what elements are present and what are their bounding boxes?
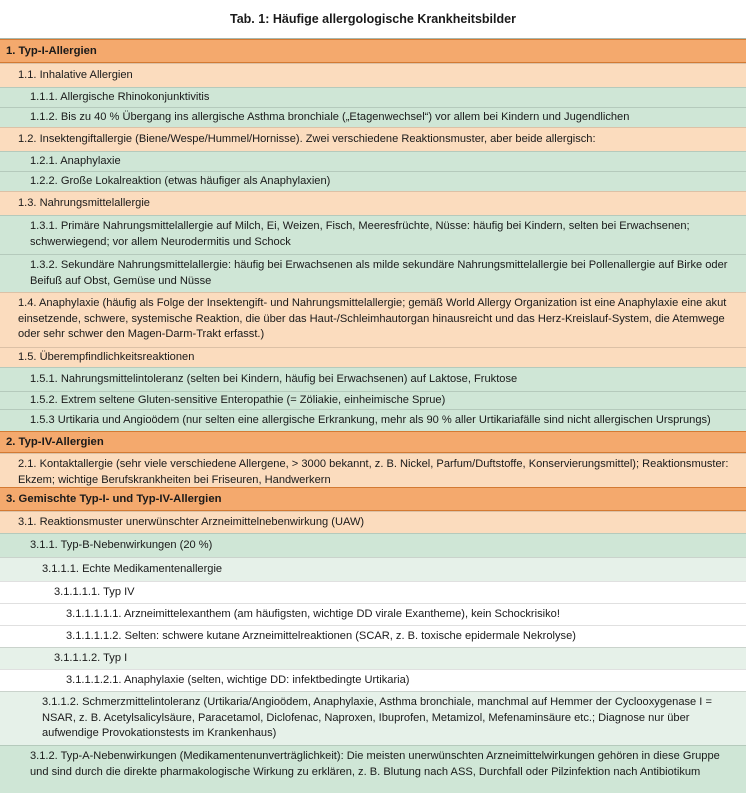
table-row: 1.2. Insektengiftallergie (Biene/Wespe/Hummel/Hornisse). Zwei verschiedene Reaktionsmuster, aber beide allergisch:: [0, 127, 746, 151]
table-row: 3.1. Reaktionsmuster unerwünschter Arzneimittelnebenwirkung (UAW): [0, 511, 746, 533]
table-row: 3.1.1.2. Schmerzmittelintoleranz (Urtikaria/Angioödem, Anaphylaxie, Asthma bronchiale, manchmal auf Hemmer der Cyclooxygenase I = NSAR, z. B. Acetylsalicylsäure, Paracetamol, Diclofenac, Naproxen, Ibuprofen, Metamizol, Mefenaminsäure etc.; Diagnose nur über aufwendige Provokationstests im Krankenhaus): [0, 691, 746, 745]
table-row: 3.1.2. Typ-A-Nebenwirkungen (Medikamentenunverträglichkeit): Die meisten unerwünschten Arzneimittelwirkungen gehören in diese Gruppe und sind durch die direkte pharmakologische Wirkung zu erklären, z. B. Blutung nach ASS, Durchfall oder Pilzinfektion nach Antibiotikum: [0, 745, 746, 793]
category-row: 3. Gemischte Typ-I- und Typ-IV-Allergien: [0, 487, 746, 511]
table-title: Tab. 1: Häufige allergologische Krankheitsbilder: [0, 0, 746, 39]
table-row: 1.3. Nahrungsmittelallergie: [0, 191, 746, 215]
table-row: 1.4. Anaphylaxie (häufig als Folge der Insektengift- und Nahrungsmittelallergie; gemäß World Allergy Organization ist eine Anaphylaxie eine akut einsetzende, schwere, systemische Reaktion, die über das Haut-/Schleimhautorgan hinausreicht und das Herz-Kreislauf-System, die Atemwege oder sehr schwer den Magen-Darm-Trakt erfasst.): [0, 292, 746, 347]
table-row: 1.3.2. Sekundäre Nahrungsmittelallergie: häufig bei Erwachsenen als milde sekundäre Nahrungsmittelallergie bei Pollenallergie auf Birke oder Beifuß auf Obst, Gemüse und Nüsse: [0, 254, 746, 292]
table-row: 1.5. Überempfindlichkeitsreaktionen: [0, 347, 746, 367]
table-row: 2.1. Kontaktallergie (sehr viele verschiedene Allergene, > 3000 bekannt, z. B. Nickel, Parfum/Duftstoffe, Konservierungsmittel); Reaktionsmuster: Ekzem; wichtige Berufskrankheiten bei Friseuren, Handwerkern: [0, 453, 746, 487]
table-row: 1.1.1. Allergische Rhinokonjunktivitis: [0, 87, 746, 107]
table-row: 3.1.1.1.2.1. Anaphylaxie (selten, wichtige DD: infektbedingte Urtikaria): [0, 669, 746, 691]
table-row: 3.1.1. Typ-B-Nebenwirkungen (20 %): [0, 533, 746, 557]
table-row: 1.2.2. Große Lokalreaktion (etwas häufiger als Anaphylaxien): [0, 171, 746, 191]
table-row: 3.1.1.1.1.2. Selten: schwere kutane Arzneimittelreaktionen (SCAR, z. B. toxische epidermale Nekrolyse): [0, 625, 746, 647]
table-row: 3.1.1.1.1. Typ IV: [0, 581, 746, 603]
category-row: 2. Typ-IV-Allergien: [0, 431, 746, 453]
table-row: 1.2.1. Anaphylaxie: [0, 151, 746, 171]
table-row: 3.1.1.1.1.1. Arzneimittelexanthem (am häufigsten, wichtige DD virale Exantheme), kein Schockrisiko!: [0, 603, 746, 625]
table-row: 3.1.1.1. Echte Medikamentenallergie: [0, 557, 746, 581]
table-row: 1.5.3 Urtikaria und Angioödem (nur selten eine allergische Erkrankung, mehr als 90 % aller Urtikariafälle sind nicht allergischen Ursprungs): [0, 409, 746, 431]
table-row: 1.1. Inhalative Allergien: [0, 63, 746, 87]
category-row: 1. Typ-I-Allergien: [0, 39, 746, 63]
table-body: [0, 39, 746, 793]
table-row: 3.1.1.1.2. Typ I: [0, 647, 746, 669]
table-row: 1.5.2. Extrem seltene Gluten-sensitive Enteropathie (= Zöliakie, einheimische Sprue): [0, 391, 746, 409]
table-row: 1.1.2. Bis zu 40 % Übergang ins allergische Asthma bronchiale („Etagenwechsel“) vor allem bei Kindern und Jugendlichen: [0, 107, 746, 127]
table-row: 1.5.1. Nahrungsmittelintoleranz (selten bei Kindern, häufig bei Erwachsenen) auf Laktose, Fruktose: [0, 367, 746, 391]
table-row: 1.3.1. Primäre Nahrungsmittelallergie auf Milch, Ei, Weizen, Fisch, Meeresfrüchte, Nüsse: häufig bei Kindern, selten bei Erwachsenen; schwerwiegend; vor allem Neurodermitis und Schock: [0, 215, 746, 254]
